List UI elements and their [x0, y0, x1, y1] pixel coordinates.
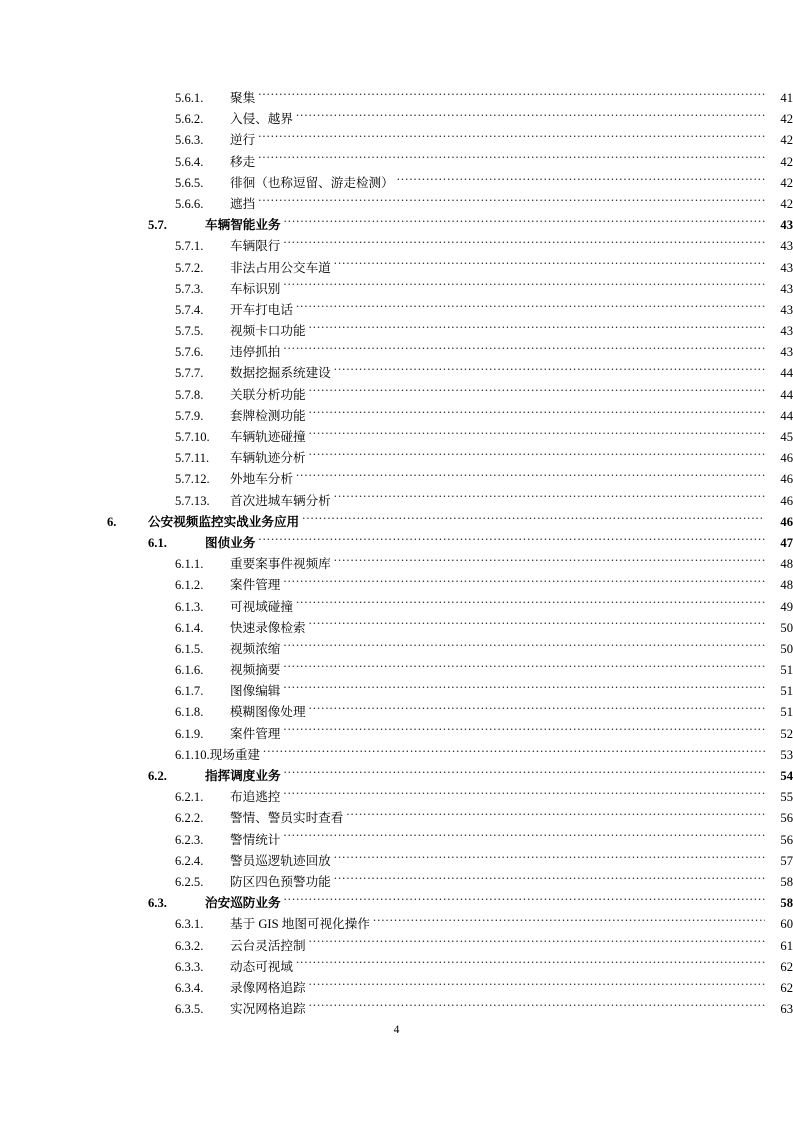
toc-entry[interactable]: [0, 851, 793, 872]
toc-dot-leader: [258, 89, 765, 102]
toc-entry[interactable]: [0, 766, 793, 787]
toc-entry-page-number: 50: [780, 641, 793, 656]
toc-entry[interactable]: [0, 872, 793, 893]
toc-entry-number: 5.7.5.: [175, 324, 204, 339]
toc-dot-leader: [346, 810, 765, 823]
toc-entry-page-number: 48: [780, 578, 793, 593]
toc-entry-page-number: 51: [780, 705, 793, 720]
toc-entry-page-number: 50: [780, 620, 793, 635]
toc-entry-number: 5.7.13.: [175, 493, 210, 508]
toc-entry-number: 6.1.8.: [175, 705, 204, 720]
toc-dot-leader: [283, 238, 765, 251]
toc-entry-page-number: 44: [780, 366, 793, 381]
toc-dot-leader: [296, 598, 765, 611]
toc-entry-page-number: 58: [780, 874, 793, 889]
toc-entry[interactable]: [0, 639, 793, 660]
toc-entry[interactable]: [0, 342, 793, 363]
toc-dot-leader: [296, 301, 765, 314]
toc-dot-leader: [284, 217, 765, 230]
toc-entry-page-number: 44: [780, 387, 793, 402]
toc-entry[interactable]: [0, 88, 793, 109]
toc-entry[interactable]: [0, 491, 793, 512]
toc-entry-page-number: 43: [780, 218, 793, 233]
toc-entry[interactable]: [0, 363, 793, 384]
toc-entry-number: 5.6.5.: [175, 175, 204, 190]
toc-entry[interactable]: [0, 321, 793, 342]
toc-entry-label: 可视域碰撞: [230, 599, 293, 614]
toc-entry-number: 5.7.: [148, 218, 167, 233]
toc-dot-leader: [334, 365, 765, 378]
toc-entry-page-number: 43: [780, 345, 793, 360]
toc-entry-number: 6.1.9.: [175, 726, 204, 741]
toc-entry-label: 案件管理: [230, 726, 281, 741]
toc-entry[interactable]: [0, 130, 793, 151]
toc-entry-number: 5.6.2.: [175, 112, 204, 127]
toc-entry-number: 6.: [107, 514, 117, 529]
toc-entry-label: 快速录像检索: [230, 620, 306, 635]
toc-entry-number: 5.7.10.: [175, 430, 210, 444]
toc-entry-page-number: 48: [780, 557, 793, 572]
toc-entry-number: 6.3.2.: [175, 938, 204, 953]
toc-entry-number: 5.7.11.: [175, 451, 210, 466]
toc-entry[interactable]: [0, 978, 793, 999]
toc-entry-page-number: 43: [780, 260, 793, 275]
toc-entry-page-number: 47: [780, 535, 793, 550]
toc-entry-page-number: 46: [780, 514, 793, 529]
toc-entry-label: 指挥调度业务: [205, 769, 281, 783]
toc-dot-leader: [302, 513, 765, 526]
toc-entry[interactable]: [0, 660, 793, 681]
toc-entry-page-number: 56: [780, 832, 793, 847]
toc-entry-page-number: 43: [780, 239, 793, 254]
toc-entry[interactable]: [0, 618, 793, 639]
toc-entry-page-number: 62: [780, 980, 793, 995]
toc-entry-number: 6.1.2.: [175, 578, 204, 593]
toc-entry-number: 6.2.1.: [175, 790, 204, 805]
toc-entry-number: 6.3.: [148, 896, 167, 911]
toc-entry-page-number: 43: [780, 324, 793, 339]
toc-entry-page-number: 63: [780, 1002, 793, 1017]
toc-entry-page-number: 54: [780, 769, 793, 783]
toc-dot-leader: [283, 683, 765, 696]
toc-dot-leader: [309, 386, 765, 399]
toc-entry-number: 5.7.1.: [175, 239, 204, 254]
toc-entry-label: 车辆轨迹碰撞: [230, 430, 306, 444]
toc-dot-leader: [283, 725, 765, 738]
toc-entry-page-number: 42: [780, 112, 793, 127]
toc-entry[interactable]: [0, 300, 793, 321]
toc-entry-number: 6.3.5.: [175, 1002, 204, 1017]
toc-entry-label: 警员巡逻轨迹回放: [230, 853, 331, 868]
toc-entry[interactable]: [0, 936, 793, 957]
toc-entry[interactable]: [0, 469, 793, 490]
toc-entry[interactable]: [0, 575, 793, 596]
toc-entry-page-number: 42: [780, 175, 793, 190]
toc-entry-label: 现场重建: [209, 747, 261, 762]
toc-entry[interactable]: [0, 236, 793, 257]
toc-entry-number: 6.2.2.: [175, 811, 204, 826]
toc-entry[interactable]: [0, 554, 793, 575]
toc-entry[interactable]: [0, 512, 793, 533]
toc-entry-label: 警情统计: [230, 832, 281, 847]
toc-entry-label: 入侵、越界: [230, 112, 293, 127]
toc-entry-number: 6.2.: [148, 769, 167, 783]
toc-entry-number: 5.6.4.: [175, 154, 204, 169]
toc-entry-label: 徘徊（也称逗留、游走检测）: [230, 175, 394, 190]
toc-entry-number: 6.1.3.: [175, 599, 204, 614]
toc-entry-label: 非法占用公交车道: [230, 260, 331, 275]
toc-entry-number: 5.7.7.: [175, 366, 204, 381]
toc-entry-label: 案件管理: [230, 578, 281, 593]
toc-entry[interactable]: [0, 830, 793, 851]
toc-entry-number: 6.3.3.: [175, 959, 204, 974]
toc-entry-number: 5.7.8.: [175, 387, 204, 402]
toc-entry-number: 6.1.4.: [175, 620, 204, 635]
toc-dot-leader: [309, 450, 765, 463]
toc-entry-label: 治安巡防业务: [205, 896, 281, 911]
table-of-contents: [0, 88, 793, 1020]
page-number-footer: 4: [393, 1024, 400, 1036]
toc-dot-leader: [309, 704, 765, 717]
toc-entry[interactable]: [0, 152, 793, 173]
toc-entry-label: 图像编辑: [230, 684, 281, 699]
toc-entry-page-number: 53: [780, 747, 793, 762]
toc-entry-number: 6.1.1.: [175, 557, 204, 572]
toc-entry-number: 6.3.4.: [175, 980, 204, 995]
toc-entry-number: 6.1.5.: [175, 641, 204, 656]
toc-dot-leader: [296, 471, 765, 484]
toc-dot-leader: [263, 746, 765, 759]
toc-entry-label: 布追逃控: [230, 790, 281, 805]
toc-dot-leader: [258, 534, 765, 547]
toc-entry-page-number: 43: [780, 281, 793, 296]
toc-entry-label: 车标识别: [230, 281, 281, 296]
toc-entry-label: 聚集: [230, 91, 256, 105]
toc-entry-label: 防区四色预警功能: [230, 874, 331, 889]
toc-entry[interactable]: [0, 173, 793, 194]
toc-dot-leader: [283, 640, 765, 653]
toc-entry[interactable]: [0, 893, 793, 914]
toc-dot-leader: [334, 492, 765, 505]
toc-entry-number: 5.7.9.: [175, 408, 204, 423]
toc-dot-leader: [284, 895, 765, 908]
toc-entry[interactable]: [0, 406, 793, 427]
toc-entry-label: 云台灵活控制: [230, 938, 306, 953]
toc-entry-number: 5.7.12.: [175, 472, 210, 487]
toc-entry[interactable]: [0, 385, 793, 406]
toc-dot-leader: [334, 556, 765, 569]
toc-dot-leader: [258, 195, 765, 208]
toc-entry-label: 公安视频监控实战业务应用: [148, 514, 300, 529]
toc-entry-label: 移走: [230, 154, 256, 169]
toc-entry-number: 5.6.6.: [175, 196, 204, 211]
toc-entry-label: 车辆限行: [230, 239, 281, 254]
toc-entry-number: 5.7.3.: [175, 281, 204, 296]
toc-entry-number: 6.2.5.: [175, 874, 204, 889]
toc-entry-number: 5.7.4.: [175, 302, 204, 317]
toc-entry-label: 首次进城车辆分析: [230, 493, 331, 508]
toc-entry-page-number: 55: [780, 790, 793, 805]
toc-dot-leader: [283, 661, 765, 674]
toc-entry-label: 录像网格追踪: [230, 980, 306, 995]
toc-dot-leader: [309, 937, 765, 950]
toc-entry-number: 6.1.: [148, 535, 167, 550]
toc-entry[interactable]: [0, 279, 793, 300]
toc-entry-page-number: 42: [780, 196, 793, 211]
toc-entry-page-number: 43: [780, 302, 793, 317]
toc-entry-page-number: 41: [780, 91, 793, 105]
toc-entry-label: 动态可视域: [230, 959, 293, 974]
toc-dot-leader: [296, 111, 765, 124]
toc-dot-leader: [283, 577, 765, 590]
toc-entry-label: 警情、警员实时查看: [230, 811, 344, 826]
toc-dot-leader: [284, 767, 765, 780]
toc-entry-page-number: 42: [780, 154, 793, 169]
toc-entry-page-number: 44: [780, 408, 793, 423]
toc-entry-page-number: 51: [780, 684, 793, 699]
toc-dot-leader: [309, 619, 765, 632]
toc-entry-label: 违停抓拍: [230, 345, 281, 360]
toc-entry-page-number: 46: [780, 472, 793, 487]
toc-entry-page-number: 56: [780, 811, 793, 826]
toc-dot-leader: [334, 873, 765, 886]
toc-entry-label: 套牌检测功能: [230, 408, 306, 423]
toc-entry-number: 6.1.7.: [175, 684, 204, 699]
toc-entry-page-number: 58: [780, 896, 793, 911]
toc-dot-leader: [309, 1000, 765, 1013]
toc-entry[interactable]: [0, 194, 793, 215]
toc-dot-leader: [334, 259, 765, 272]
toc-dot-leader: [258, 132, 765, 145]
toc-entry-label: 开车打电话: [230, 302, 293, 317]
toc-entry-label: 模糊图像处理: [230, 705, 306, 720]
toc-entry-number: 6.1.6.: [175, 663, 204, 678]
toc-entry-label: 逆行: [230, 133, 256, 148]
toc-entry[interactable]: [0, 957, 793, 978]
toc-dot-leader: [283, 789, 765, 802]
toc-entry-number: 6.2.4.: [175, 853, 204, 868]
toc-dot-leader: [309, 979, 765, 992]
toc-entry-number: 5.6.3.: [175, 133, 204, 148]
toc-entry-label: 视频卡口功能: [230, 324, 306, 339]
toc-entry-page-number: 46: [780, 493, 793, 508]
toc-dot-leader: [309, 322, 765, 335]
toc-dot-leader: [334, 852, 765, 865]
toc-entry-page-number: 60: [780, 917, 793, 932]
toc-entry-label: 外地车分析: [230, 472, 293, 487]
toc-entry[interactable]: [0, 448, 793, 469]
toc-entry-page-number: 61: [780, 938, 793, 953]
toc-entry-label: 车辆智能业务: [205, 218, 281, 233]
toc-entry[interactable]: [0, 787, 793, 808]
toc-dot-leader: [309, 407, 765, 420]
toc-entry[interactable]: [0, 258, 793, 279]
toc-dot-leader: [296, 958, 765, 971]
toc-entry-page-number: 46: [780, 451, 793, 466]
toc-dot-leader: [397, 174, 765, 187]
toc-entry-number: 6.3.1.: [175, 917, 204, 932]
toc-entry-label: 实况网格追踪: [230, 1002, 306, 1017]
toc-entry-label: 视频浓缩: [230, 641, 281, 656]
toc-entry[interactable]: [0, 914, 793, 935]
toc-dot-leader: [309, 428, 765, 441]
toc-entry[interactable]: [0, 681, 793, 702]
toc-entry[interactable]: [0, 745, 793, 766]
toc-dot-leader: [283, 344, 765, 357]
toc-dot-leader: [258, 153, 765, 166]
toc-entry-number: 5.7.2.: [175, 260, 204, 275]
toc-entry[interactable]: [0, 215, 793, 236]
toc-entry-page-number: 52: [780, 726, 793, 741]
toc-entry[interactable]: [0, 702, 793, 723]
toc-entry[interactable]: [0, 109, 793, 130]
toc-entry-label: 视频摘要: [230, 663, 281, 678]
toc-entry-number: 5.6.1.: [175, 91, 204, 105]
toc-entry-label: 基于 GIS 地图可视化操作: [230, 917, 370, 932]
toc-entry-label: 数据挖掘系统建设: [230, 366, 331, 381]
toc-entry[interactable]: [0, 533, 793, 554]
toc-entry-page-number: 51: [780, 663, 793, 678]
toc-entry-page-number: 62: [780, 959, 793, 974]
toc-entry[interactable]: [0, 427, 793, 448]
toc-entry-page-number: 57: [780, 853, 793, 868]
toc-entry-label: 图侦业务: [205, 535, 256, 550]
toc-dot-leader: [373, 916, 765, 929]
toc-entry-number: 5.7.6.: [175, 345, 204, 360]
toc-entry[interactable]: [0, 999, 793, 1020]
toc-entry-page-number: 42: [780, 133, 793, 148]
toc-entry-number: 6.2.3.: [175, 832, 204, 847]
toc-entry[interactable]: [0, 597, 793, 618]
toc-dot-leader: [283, 831, 765, 844]
toc-entry-label: 遮挡: [230, 196, 256, 211]
toc-entry-page-number: 49: [780, 599, 793, 614]
toc-dot-leader: [283, 280, 765, 293]
toc-entry[interactable]: [0, 724, 793, 745]
toc-entry[interactable]: [0, 808, 793, 829]
toc-entry-page-number: 45: [780, 430, 793, 444]
toc-entry-number: 6.1.10.: [175, 747, 210, 762]
toc-entry-label: 关联分析功能: [230, 387, 306, 402]
toc-entry-label: 重要案事件视频库: [230, 557, 331, 572]
toc-entry-label: 车辆轨迹分析: [230, 451, 306, 466]
